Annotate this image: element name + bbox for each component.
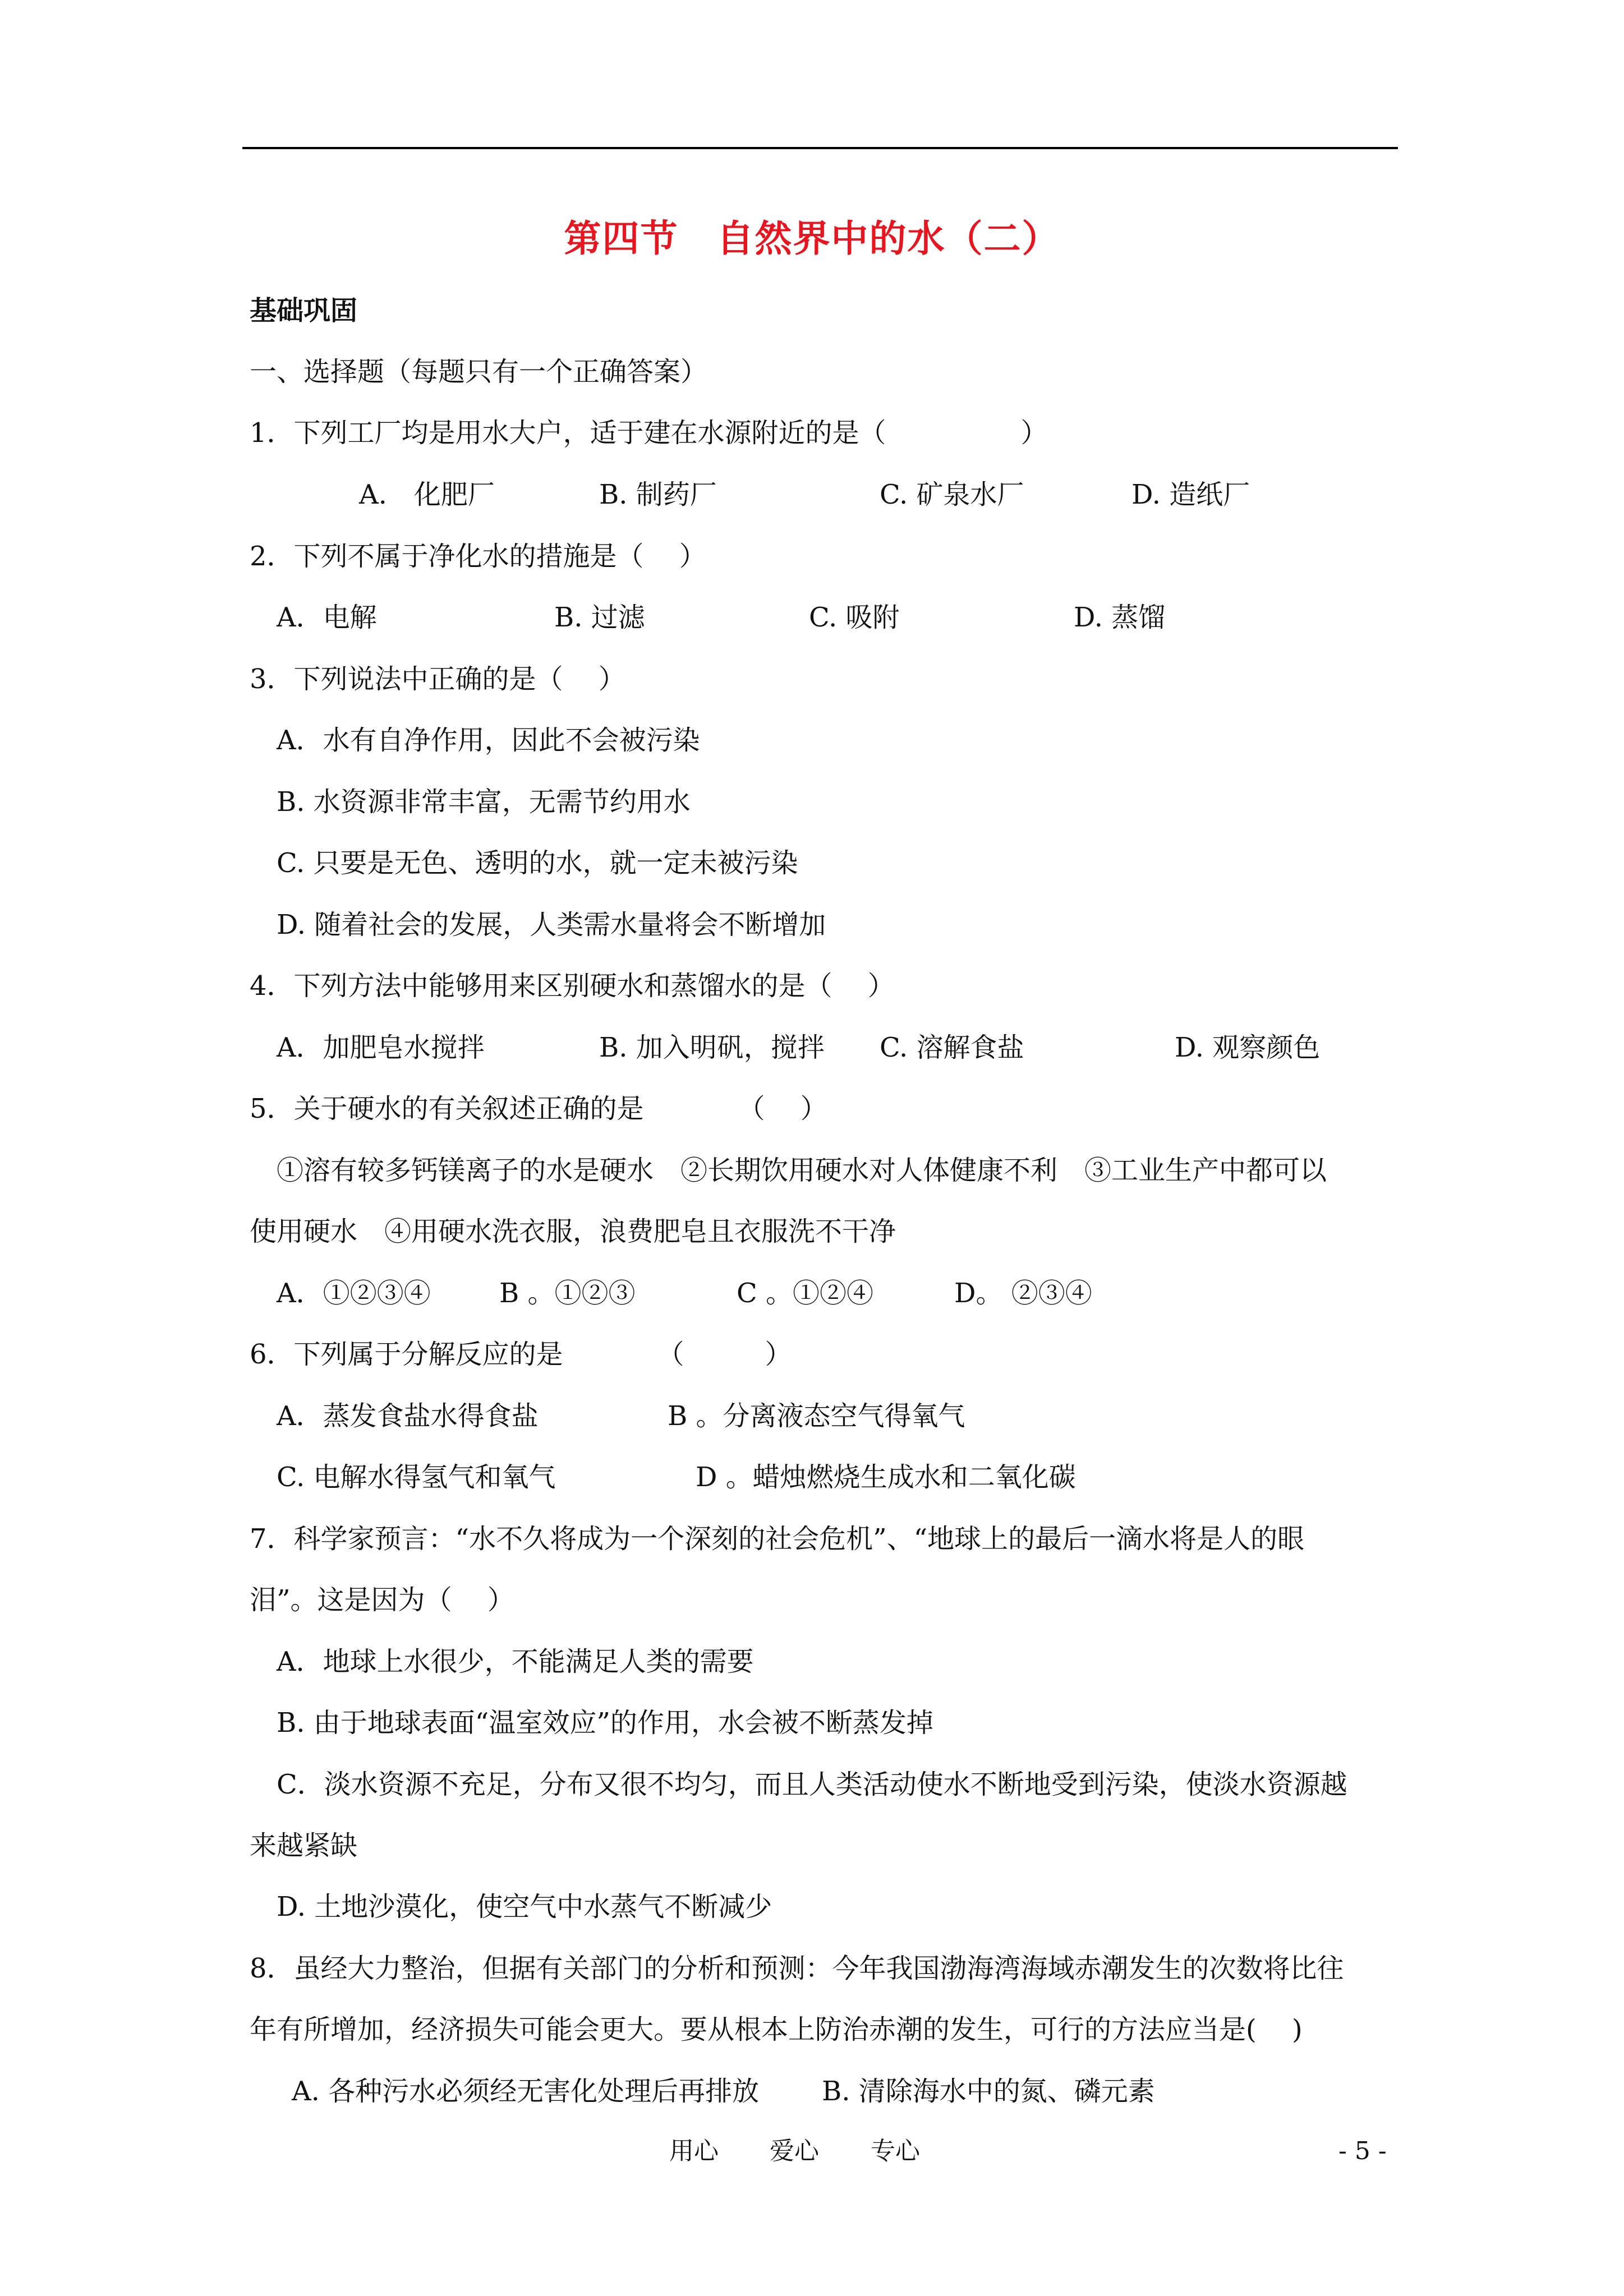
question-5-option-c: C 。①②④ (737, 1278, 873, 1309)
question-6-stem: 6．下列属于分解反应的是 （ ） (250, 1339, 792, 1370)
page-number: - 5 - (1338, 2137, 1387, 2165)
question-3-option-b: B. 水资源非常丰富，无需节约用水 (277, 786, 691, 818)
question-5-option-b: B 。①②③ (499, 1278, 636, 1309)
question-7-option-c: C．淡水资源不充足，分布又很不均匀，而且人类活动使水不断地受到污染，使淡水资源越 (277, 1769, 1347, 1800)
question-7-stem-line: 泪”。这是因为（ ） (250, 1584, 514, 1616)
question-4-option-d: D. 观察颜色 (1175, 1032, 1321, 1063)
question-4-stem: 4．下列方法中能够用来区别硬水和蒸馏水的是（ ） (250, 970, 895, 1002)
question-1-option-a: A. 化肥厂 (359, 479, 495, 510)
question-7-option-c-continuation: 来越紧缺 (250, 1830, 358, 1861)
question-1-option-d: D. 造纸厂 (1131, 479, 1250, 510)
section-heading: 基础巩固 (250, 295, 358, 326)
question-2-stem: 2．下列不属于净化水的措施是（ ） (250, 541, 706, 572)
question-3-option-a: A．水有自净作用，因此不会被污染 (277, 725, 700, 756)
question-5-stem: 5．关于硬水的有关叙述正确的是 （ ） (250, 1093, 827, 1124)
question-8-stem-line: 年有所增加，经济损失可能会更大。要从根本上防治赤潮的发生，可行的方法应当是( ) (250, 2014, 1303, 2045)
question-6-option-c: C. 电解水得氢气和氧气 (277, 1461, 556, 1493)
question-8-option-b: B. 清除海水中的氮、磷元素 (822, 2076, 1155, 2107)
question-3-option-c: C. 只要是无色、透明的水，就一定未被污染 (277, 847, 798, 879)
question-7-option-b: B. 由于地球表面“温室效应”的作用，水会被不断蒸发掉 (277, 1707, 933, 1739)
question-4-option-a: A．加肥皂水搅拌 (277, 1032, 485, 1063)
question-2-option-d: D. 蒸馏 (1074, 602, 1166, 633)
question-2-option-b: B. 过滤 (554, 602, 645, 633)
page-title: 第四节 自然界中的水（二） (564, 217, 1060, 260)
question-7-stem-line: 7．科学家预言：“水不久将成为一个深刻的社会危机”、“地球上的最后一滴水将是人的眼 (250, 1523, 1305, 1555)
question-2-option-a: A．电解 (277, 602, 377, 633)
footer-text-left: 用心 (669, 2137, 719, 2165)
question-8-stem-line: 8．虽经大力整治，但据有关部门的分析和预测：今年我国渤海湾海域赤潮发生的次数将比往 (250, 1953, 1344, 1984)
question-6-option-a: A．蒸发食盐水得食盐 (277, 1400, 539, 1432)
footer-text-right: 专心 (871, 2137, 920, 2165)
footer-text-middle: 爱心 (770, 2137, 819, 2165)
question-1-stem: 1．下列工厂均是用水大户，适于建在水源附近的是（ ） (250, 417, 1048, 449)
question-4-option-c: C. 溶解食盐 (880, 1032, 1024, 1063)
question-8-option-a: A. 各种污水必须经无害化处理后再排放 (292, 2076, 760, 2107)
question-3-stem: 3．下列说法中正确的是（ ） (250, 663, 625, 695)
question-5-option-d: D。 ②③④ (954, 1278, 1092, 1309)
part-heading: 一、选择题（每题只有一个正确答案） (250, 356, 708, 388)
question-5-option-a: A．①②③④ (277, 1278, 431, 1309)
question-6-option-d: D 。蜡烛燃烧生成水和二氧化碳 (696, 1461, 1076, 1493)
question-3-option-d: D. 随着社会的发展，人类需水量将会不断增加 (277, 909, 826, 940)
question-5-body-line: ①溶有较多钙镁离子的水是硬水 ②长期饮用硬水对人体健康不利 ③工业生产中都可以 (250, 1155, 1327, 1186)
header-rule (242, 147, 1398, 149)
question-5-body-line: 使用硬水 ④用硬水洗衣服，浪费肥皂且衣服洗不干净 (250, 1216, 896, 1247)
question-1-option-b: B. 制药厂 (599, 479, 717, 510)
question-7-option-d: D. 土地沙漠化，使空气中水蒸气不断减少 (277, 1891, 772, 1922)
question-4-option-b: B. 加入明矾，搅拌 (599, 1032, 825, 1063)
question-7-option-a: A．地球上水很少，不能满足人类的需要 (277, 1646, 754, 1677)
question-2-option-c: C. 吸附 (809, 602, 900, 633)
question-6-option-b: B 。分离液态空气得氧气 (668, 1400, 965, 1432)
question-1-option-c: C. 矿泉水厂 (880, 479, 1024, 510)
